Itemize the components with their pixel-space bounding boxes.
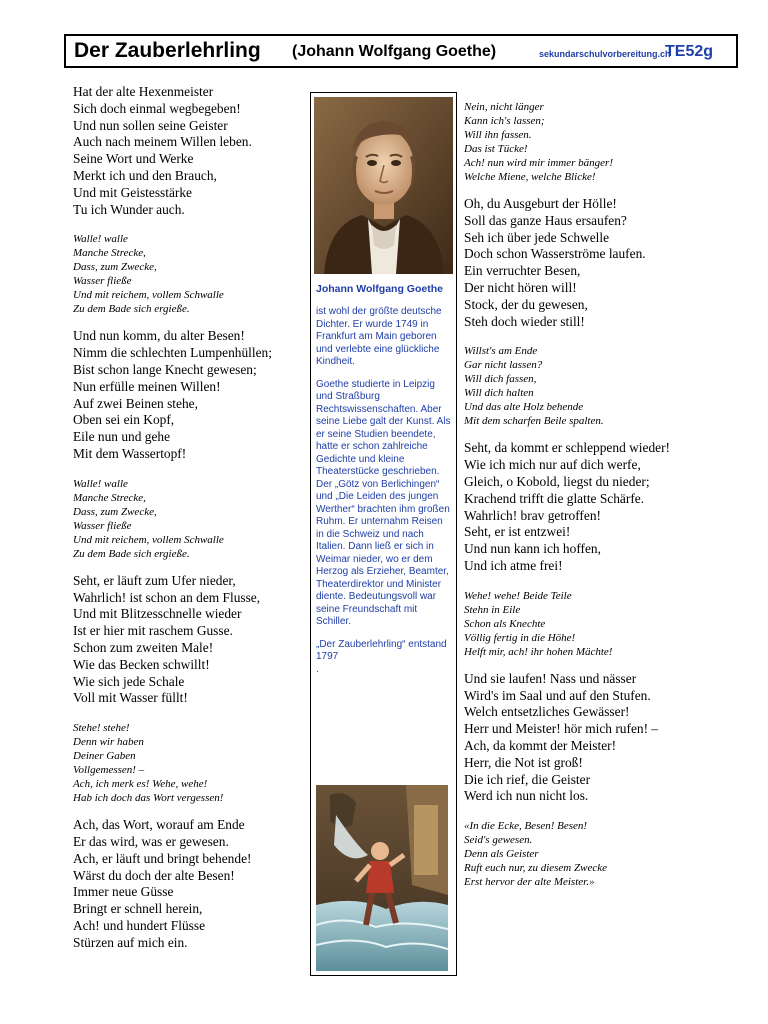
poem-line: Deiner Gaben — [73, 750, 136, 763]
poem-line: Und mit Geistesstärke — [73, 184, 193, 200]
poem-refrain — [464, 344, 754, 428]
poem-line: Walle! walle — [73, 477, 128, 490]
poem-line: Und nun sollen seine Geister — [73, 117, 228, 133]
poem-line: Wie das Becken schwillt! — [73, 656, 210, 672]
poem-line: Sich doch einmal wegbegeben! — [73, 100, 241, 116]
poem-line: Wahrlich! brav getroffen! — [464, 507, 601, 523]
poem-line: Ach! und hundert Flüsse — [73, 917, 206, 933]
poem-line: Denn wir haben — [73, 736, 144, 749]
poem-line: Will dich fassen, — [464, 373, 537, 386]
poem-line: Oben sei ein Kopf, — [73, 412, 175, 428]
poem-line: Seine Wort und Werke — [73, 151, 194, 167]
poem-line: Stehn in Eile — [464, 603, 521, 616]
poem-line: Zu dem Bade sich ergieße. — [73, 547, 190, 560]
poem-line: Krachend trifft die glatte Schärfe. — [464, 490, 645, 506]
poem-line: Ach, das Wort, worauf am Ende — [73, 817, 245, 833]
poem-refrain — [464, 589, 754, 659]
poem-line: Gleich, o Kobold, liegst du nieder; — [464, 473, 650, 489]
sidebar-author-name: Johann Wolfgang Goethe — [316, 283, 443, 295]
poem-stanza — [464, 440, 754, 574]
poem-line: Und mit Blitzesschnelle wieder — [73, 606, 242, 622]
poem-refrain — [464, 100, 754, 184]
poem-line: Helft mir, ach! ihr hohen Mächte! — [464, 645, 613, 658]
poem-line: Herr und Meister! hör mich rufen! – — [464, 721, 659, 737]
author-biography — [316, 283, 451, 686]
poem-line: Ist er hier mit raschem Gusse. — [73, 623, 233, 639]
poem-line: Bringt er schnell herein, — [73, 901, 203, 917]
poem-line: Ach, ich merk es! Wehe, wehe! — [73, 778, 208, 791]
poem-refrain — [73, 721, 303, 805]
poem-line: Willst's am Ende — [464, 345, 538, 358]
poem-line: Völlig fertig in die Höhe! — [464, 631, 576, 644]
sorcerer-apprentice-illustration — [316, 785, 448, 971]
poem-line: Eile nun und gehe — [73, 429, 171, 445]
poem-line: Welch entsetzliches Gewässer! — [464, 704, 630, 720]
poem-line: Walle! walle — [73, 233, 128, 246]
poem-line: Werd ich nun nicht los. — [464, 788, 589, 804]
poem-line: Schon als Knechte — [464, 617, 546, 630]
poem-line: Stock, der du gewesen, — [464, 296, 588, 312]
title-box — [64, 34, 738, 68]
poem-line: Tu ich Wunder auch. — [73, 201, 185, 217]
poem-line: Zu dem Bade sich ergieße. — [73, 303, 190, 316]
poem-left-column — [73, 84, 303, 952]
poem-line: Erst hervor der alte Meister.» — [464, 876, 595, 889]
poem-stanza — [73, 84, 303, 218]
poem-line: Seh ich über jede Schwelle — [464, 229, 610, 245]
poem-line: Voll mit Wasser füllt! — [73, 690, 188, 706]
poem-line: Bist schon lange Knecht gewesen; — [73, 361, 257, 377]
page-title: Der Zauberlehrling — [74, 39, 261, 62]
poem-line: Und nun kann ich hoffen, — [464, 541, 601, 557]
poem-line: Er das wird, was er gewesen. — [73, 833, 229, 849]
poem-line: Wird's im Saal und auf den Stufen. — [464, 687, 651, 703]
poem-refrain — [73, 477, 303, 561]
poem-line: Oh, du Ausgeburt der Hölle! — [464, 196, 617, 211]
poem-line: Herr, die Not ist groß! — [464, 754, 583, 770]
poem-stanza — [464, 671, 754, 805]
author-info-sidebar — [310, 92, 457, 976]
poem-line: Welche Miene, welche Blicke! — [464, 171, 596, 183]
poem-line: Dass, zum Zwecke, — [73, 261, 157, 274]
poem-line: Immer neue Güsse — [73, 884, 174, 900]
biography-paragraph: ist wohl der größte deutsche Dichter. Er wurde 1749 in Frankfurt am Main geboren und verlebte eine glückliche Kindheit. — [316, 306, 442, 367]
poem-line: Wärst du doch der alte Besen! — [73, 867, 235, 883]
poem-line: Mit dem Wassertopf! — [73, 445, 187, 461]
poem-line: Gar nicht lassen? — [464, 359, 543, 372]
poem-line: Stürzen auf mich ein. — [73, 934, 188, 950]
poem-line: Kann ich's lassen; — [464, 115, 545, 127]
poem-line: Vollgemessen! – — [73, 764, 145, 777]
poem-line: «In die Ecke, Besen! Besen! — [464, 820, 588, 833]
poem-line: Wehe! wehe! Beide Teile — [464, 589, 572, 602]
poem-line: Nimm die schlechten Lumpenhüllen; — [73, 345, 272, 361]
website-link[interactable]: sekundarschulvorbereitung.ch — [539, 49, 671, 59]
poem-line: Und mit reichem, vollem Schwalle — [73, 533, 224, 546]
poem-line: Die ich rief, die Geister — [464, 771, 591, 787]
poem-line: Wie sich jede Schale — [73, 673, 185, 689]
poem-stanza — [73, 573, 303, 707]
poem-line: Seid's gewesen. — [464, 834, 533, 847]
poem-line: Ach! nun wird mir immer bänger! — [464, 157, 613, 169]
poem-line: Wasser fließe — [73, 519, 132, 532]
poem-line: Will dich halten — [464, 387, 534, 400]
poem-line: Denn als Geister — [464, 848, 539, 861]
poem-refrain — [73, 232, 303, 316]
poem-line: Hab ich doch das Wort vergessen! — [73, 792, 224, 805]
poem-line: Wahrlich! ist schon an dem Flusse, — [73, 589, 261, 605]
poem-line: Nun erfülle meinen Willen! — [73, 378, 221, 394]
poem-line: Nein, nicht länger — [464, 101, 544, 113]
poem-line: Und das alte Holz behende — [464, 401, 584, 414]
poem-line: Doch schon Wasserströme laufen. — [464, 246, 646, 262]
poem-stanza — [464, 196, 754, 330]
poem-line: Mit dem scharfen Beile spalten. — [464, 415, 604, 428]
poem-line: Seht, er läuft zum Ufer nieder, — [73, 572, 236, 588]
poem-line: Stehe! stehe! — [73, 722, 130, 735]
poem-line: Soll das ganze Haus ersaufen? — [464, 212, 627, 228]
poem-line: Hat der alte Hexenmeister — [73, 84, 214, 99]
poem-line: Merkt ich und den Brauch, — [73, 167, 217, 183]
poem-line: Ruft euch nur, zu diesem Zwecke — [464, 862, 607, 875]
poem-line: Das ist Tücke! — [464, 143, 528, 155]
poem-line: Ach, da kommt der Meister! — [464, 737, 617, 753]
poem-line: Und nun komm, du alter Besen! — [73, 328, 245, 344]
biography-paragraph: „Der Zauberlehrling“ entstand 1797 . — [316, 638, 447, 675]
poem-stanza — [73, 817, 303, 951]
poem-line: Und ich atme frei! — [464, 557, 563, 573]
poem-line: Ach, er läuft und bringt behende! — [73, 850, 252, 866]
poem-line: Und mit reichem, vollem Schwalle — [73, 289, 224, 302]
poem-refrain — [464, 819, 754, 889]
poem-line: Auch nach meinem Willen leben. — [73, 134, 252, 150]
poem-line: Wie ich mich nur auf dich werfe, — [464, 457, 641, 473]
poem-line: Schon zum zweiten Male! — [73, 639, 214, 655]
poem-line: Auf zwei Beinen stehe, — [73, 395, 198, 411]
document-code: TE52g — [665, 43, 714, 60]
poem-line: Und sie laufen! Nass und nässer — [464, 670, 637, 686]
poem-line: Seht, er ist entzwei! — [464, 524, 571, 540]
poem-line: Der nicht hören will! — [464, 279, 577, 295]
goethe-portrait-image — [314, 97, 453, 274]
poem-line: Will ihn fassen. — [464, 129, 532, 141]
biography-paragraph: Goethe studierte in Leipzig und Straßburg Rechtswissenschaften. Aber seine Liebe galt der Kunst. Als er seine Studien beendete, hatte er schon zahlreiche Gedichte und kleine Theaterstücke geschrieben. Der „Götz von Berlichingen“ und „Die Leiden des jungen Werther“ brachten ihm großen Ruhm. Er unternahm Reisen in die Schweiz und nach Italien. Dann ließ er sich in Weimar nieder, wo er dem Herzog als Erzieher, Beamter, Theaterdirektor und Minister diente. Bedeutungsvoll war seine Freundschaft mit Schiller. — [316, 378, 451, 627]
poem-line: Seht, da kommt er schleppend wieder! — [464, 440, 671, 456]
poem-stanza — [73, 328, 303, 462]
poem-line: Steh doch wieder still! — [464, 313, 585, 329]
poem-line: Manche Strecke, — [73, 247, 146, 260]
poem-line: Dass, zum Zwecke, — [73, 505, 157, 518]
author-name: (Johann Wolfgang Goethe) — [292, 43, 497, 60]
poem-line: Ein verruchter Besen, — [464, 263, 581, 279]
poem-line: Wasser fließe — [73, 275, 132, 288]
poem-line: Manche Strecke, — [73, 491, 146, 504]
poem-right-column — [464, 100, 754, 889]
